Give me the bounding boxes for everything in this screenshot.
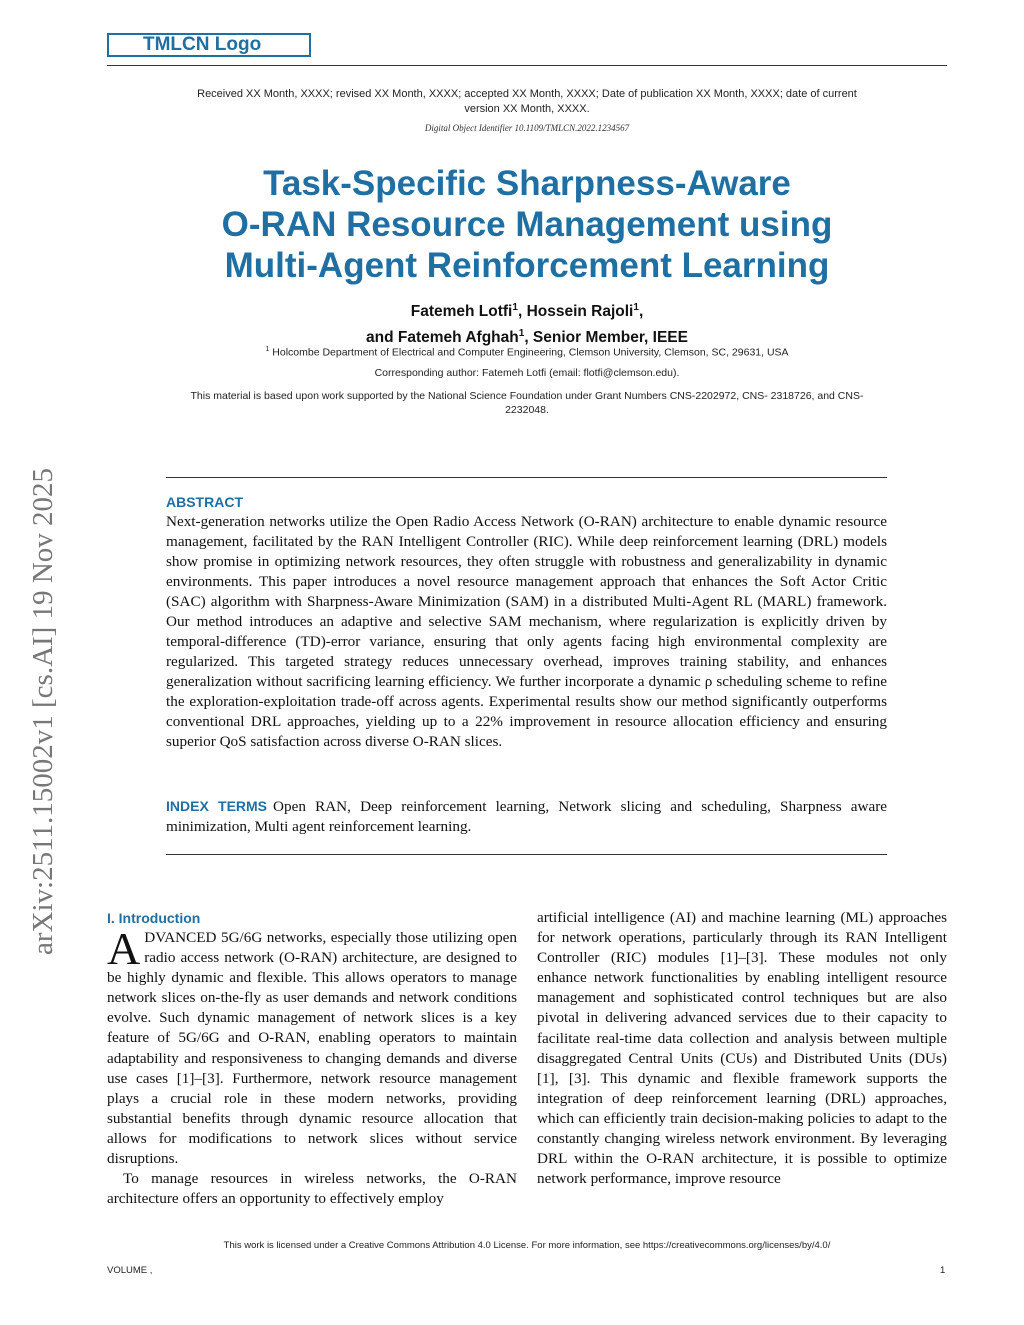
arxiv-identifier: arXiv:2511.15002v1 [cs.AI] 19 Nov 2025 xyxy=(27,467,59,955)
author-affil-sup: 1 xyxy=(518,328,525,340)
page-number: 1 xyxy=(940,1265,946,1276)
abstract-heading: ABSTRACT xyxy=(166,494,243,510)
author-title: , Senior Member, IEEE xyxy=(524,329,688,347)
arxiv-sidebar xyxy=(18,375,68,955)
title-line-2: O-RAN Resource Management using xyxy=(221,205,833,244)
intro-paragraph-1 xyxy=(107,923,517,1169)
abstract-top-rule xyxy=(166,477,887,478)
author-name: Hossein Rajoli xyxy=(526,303,634,321)
license-note: This work is licensed under a Creative Commons Attribution 4.0 License. For more information, see https://creativecommons.org/licenses/by/4.0/ xyxy=(223,1240,831,1251)
author-name: Fatemeh Lotfi xyxy=(410,303,513,321)
affiliation-text: Holcombe Department of Electrical and Computer Engineering, Clemson University, Clemson, SC, 29631, USA xyxy=(272,346,789,359)
abstract-bottom-rule xyxy=(166,854,887,855)
intro-paragraph-1-text: DVANCED 5G/6G networks, especially those utilizing open radio access network (O-RAN) architecture, are designed to be highly dynamic and flexible. This allows operators to manage network slices on-the-fly as user demands and network conditions evolve. Such dynamic management of network slices is a key feature of 5G/6G and O-RAN, enabling operators to maintain adaptability and responsiveness to changing demands and diverse use cases [1]–[3]. Furthermore, network resource management plays a crucial role in these modern networks, providing substantial benefits through dynamic resource allocation that allows for modifications to network slices without service disruptions. xyxy=(107,929,517,1168)
paper-title xyxy=(150,163,904,286)
journal-logo: TMLCN Logo xyxy=(107,33,311,57)
title-line-1: Task-Specific Sharpness-Aware xyxy=(263,164,791,203)
index-terms xyxy=(166,796,887,837)
drop-cap: A xyxy=(107,923,141,974)
index-terms-body: Open RAN, Deep reinforcement learning, Network slicing and scheduling, Sharpness aware minimization, Multi agent reinforcement learning. xyxy=(166,798,887,835)
corresponding-author: Corresponding author: Fatemeh Lotfi (email: flotfi@clemson.edu). xyxy=(374,367,680,379)
title-line-3: Multi-Agent Reinforcement Learning xyxy=(224,246,830,285)
left-column xyxy=(107,923,517,1209)
right-column xyxy=(537,908,947,1189)
section-heading-introduction: I. Introduction xyxy=(107,910,201,926)
author-list xyxy=(200,297,854,349)
author-separator: , xyxy=(517,303,527,321)
affiliation-sup: 1 xyxy=(265,346,270,353)
header-rule xyxy=(107,65,947,66)
affiliation xyxy=(150,346,904,359)
received-dates: Received XX Month, XXXX; revised XX Month, XXXX; accepted XX Month, XXXX; Date of publication XX Month, XXXX; date of current version XX Month, XXXX. xyxy=(197,88,857,115)
author-name: Fatemeh Afghah xyxy=(397,329,519,347)
volume-label: VOLUME , xyxy=(107,1265,153,1276)
index-terms-heading: INDEX TERMS xyxy=(166,798,268,814)
author-affil-sup: 1 xyxy=(512,302,518,313)
abstract-body: Next-generation networks utilize the Open Radio Access Network (O-RAN) architecture to enable dynamic resource management, facilitated by the RAN Intelligent Controller (RIC). While deep reinforcement learning (DRL) models show promise in optimizing network resources, they often struggle with robustness and generalizability in dynamic environments. This paper introduces a novel resource management approach that enhances the Soft Actor Critic (SAC) algorithm with Sharpness-Aware Minimization (SAM) in a distributed Multi-Agent RL (MARL) framework. Our method introduces an adaptive and selective SAM mechanism, where regularization is explicitly driven by temporal-difference (TD)-error variance, ensuring that only agents facing high environmental complexity are regularized. This targeted strategy reduces unnecessary overhead, improves training stability, and enhances generalization without sacrificing learning efficiency. We further incorporate a dynamic ρ scheduling scheme to refine the exploration-exploitation trade-off across agents. Experimental results show our method significantly outperforms conventional DRL approaches, yielding up to a 22% improvement in resource allocation efficiency and ensuring superior QoS satisfaction across diverse O-RAN slices. xyxy=(166,513,887,750)
author-affil-sup: 1 xyxy=(633,302,639,313)
author-separator: , xyxy=(638,303,644,321)
funding-note: This material is based upon work supported by the National Science Foundation under Grant Numbers CNS-2202972, CNS- 2318726, and CNS-2232048. xyxy=(190,390,864,416)
intro-paragraph-2: To manage resources in wireless networks, the O-RAN architecture offers an opportunity to effectively employ xyxy=(107,1170,517,1208)
intro-paragraph-continued: artificial intelligence (AI) and machine learning (ML) approaches for network operations, particularly through its RAN Intelligent Controller (RIC) modules [1]–[3]. These modules not only enhance network functionalities by enabling intelligent resource management and sophisticated control techniques but are also pivotal in delivering advanced services due to their capacity to facilitate real-time data collection and analysis between multiple disaggregated Central Units (CUs) and Distributed Units (DUs) [1], [3]. This dynamic and flexible framework supports the integration of deep reinforcement learning (DRL) approaches, which can efficiently train decision-making policies to adapt to the constantly changing wireless network environment. By leveraging DRL within the O-RAN architecture, it is possible to optimize network performance, improve resource xyxy=(537,909,947,1188)
doi: Digital Object Identifier 10.1109/TMLCN.2022.1234567 xyxy=(424,123,630,133)
author-line-1 xyxy=(200,297,854,323)
author-conjunction: and xyxy=(366,329,398,347)
